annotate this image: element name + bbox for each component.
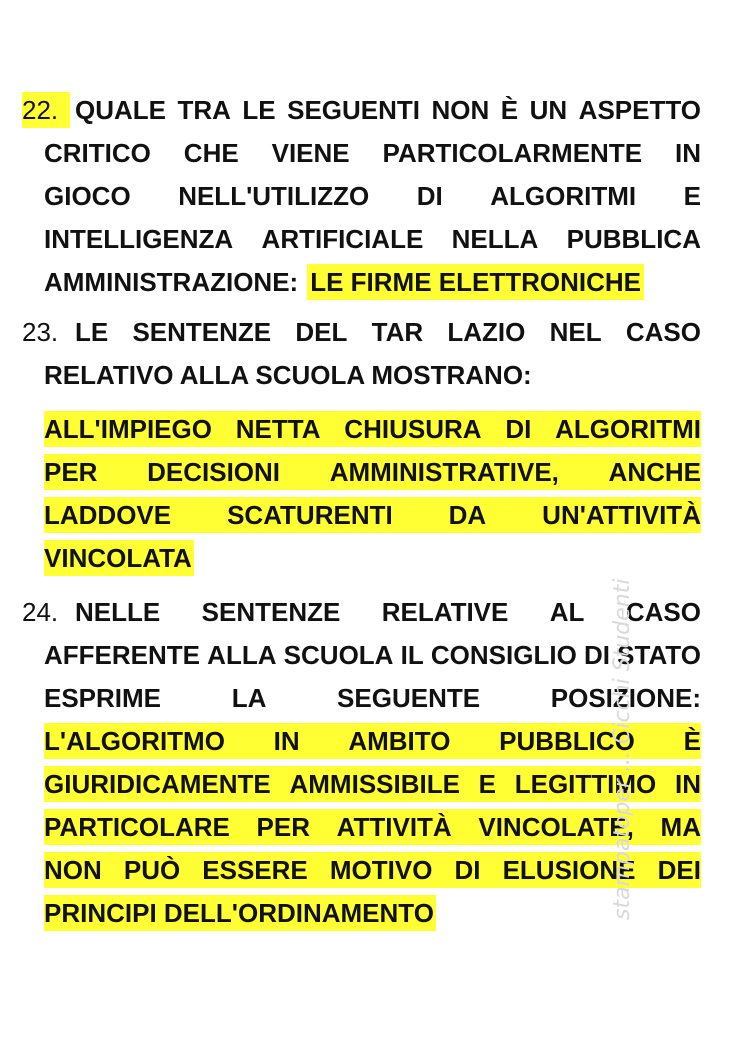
answer-line <box>44 454 701 490</box>
word: LE <box>75 317 109 347</box>
word: QUALE <box>75 95 166 125</box>
question-line <box>75 314 701 350</box>
word: DI <box>454 855 481 885</box>
word: DA <box>448 500 487 530</box>
answer-line <box>44 895 436 931</box>
word: MOTIVO <box>329 855 433 885</box>
word: POSIZIONE: <box>550 683 701 713</box>
word: TAR <box>371 317 424 347</box>
answer-line <box>44 766 701 802</box>
word: GIURIDICAMENTE <box>44 769 271 799</box>
word: CHE <box>183 138 239 168</box>
answer-line <box>44 809 701 845</box>
word: IL <box>400 640 424 670</box>
word: IN <box>273 726 300 756</box>
word: E <box>478 769 497 799</box>
word: AMBITO <box>348 726 451 756</box>
question-number: 22. <box>22 92 70 128</box>
word: INTELLIGENZA <box>44 224 234 254</box>
word: PARTICOLARMENTE <box>382 138 643 168</box>
word: NON <box>44 855 102 885</box>
word: PARTICOLARE <box>44 812 230 842</box>
word: E <box>683 181 701 211</box>
question-text-end: AMMINISTRAZIONE: <box>44 267 299 297</box>
answer-line <box>44 411 701 447</box>
word: L'ALGORITMO <box>44 726 225 756</box>
word: CRITICO <box>44 138 151 168</box>
answer-highlight: LE FIRME ELETTRONICHE <box>307 264 644 300</box>
word: PER <box>44 457 98 487</box>
word: GIOCO <box>44 181 131 211</box>
question-line <box>44 221 701 257</box>
answer-end: PRINCIPI DELL'ORDINAMENTO <box>44 898 434 928</box>
question-line <box>44 357 701 393</box>
word: È <box>683 726 701 756</box>
word: NELL'UTILIZZO <box>178 181 370 211</box>
word: CASO <box>625 597 701 627</box>
word: DECISIONI <box>147 457 281 487</box>
word: IN <box>674 138 701 168</box>
word: ALGORITMI <box>490 181 637 211</box>
word: AL <box>549 597 585 627</box>
answer-line <box>44 852 701 888</box>
word: ASPETTO <box>578 95 701 125</box>
word: PUÒ <box>123 855 181 885</box>
word: MA <box>660 812 701 842</box>
word: ALLA <box>207 640 277 670</box>
word: NELLE <box>75 597 161 627</box>
word: ALGORITMI <box>555 414 701 444</box>
word: È <box>500 95 519 125</box>
question-line <box>44 637 701 673</box>
word: NETTA <box>235 414 321 444</box>
word: SEGUENTE <box>337 683 481 713</box>
answer-line <box>44 540 194 576</box>
question-number: 24. <box>22 597 59 627</box>
question-line <box>44 264 701 300</box>
question-line <box>75 594 701 630</box>
word: SEGUENTI <box>287 95 421 125</box>
question-line <box>44 135 701 171</box>
word: ATTIVITÀ <box>336 812 452 842</box>
word: DI <box>505 414 532 444</box>
word: RELATIVE <box>381 597 509 627</box>
word: ESSERE <box>202 855 308 885</box>
word: SENTENZE <box>201 597 341 627</box>
word: CONSIGLIO <box>430 640 577 670</box>
answer-line <box>44 723 701 759</box>
word: CHIUSURA <box>344 414 482 444</box>
word: NELLA <box>451 224 539 254</box>
word: ALL'IMPIEGO <box>44 414 212 444</box>
word: UN <box>529 95 568 125</box>
word: SENTENZE <box>132 317 272 347</box>
word: LADDOVE <box>44 500 172 530</box>
word: ANCHE <box>608 457 701 487</box>
word: AMMINISTRATIVE, <box>329 457 559 487</box>
word: PUBBLICO <box>499 726 635 756</box>
question-line <box>44 680 701 716</box>
word: AMMISSIBILE <box>289 769 460 799</box>
word: DI <box>416 181 443 211</box>
word: LAZIO <box>447 317 526 347</box>
word: VIENE <box>271 138 350 168</box>
word: DEL <box>295 317 348 347</box>
word: TRA <box>177 95 231 125</box>
word: CASO <box>625 317 701 347</box>
word: PER <box>256 812 310 842</box>
word: VINCOLATE, <box>478 812 634 842</box>
word: UN'ATTIVITÀ <box>542 500 701 530</box>
word: NON <box>431 95 490 125</box>
word: NEL <box>549 317 602 347</box>
question-line <box>75 92 701 128</box>
word: LA <box>231 683 267 713</box>
word: DI <box>583 640 610 670</box>
word: AFFERENTE <box>44 640 200 670</box>
question-text-end: RELATIVO ALLA SCUOLA MOSTRANO: <box>44 360 532 390</box>
watermark: stampatoper ... Cicchi Studenti <box>610 578 635 920</box>
word: IN <box>675 769 701 799</box>
word: PUBBLICA <box>566 224 701 254</box>
word: STATO <box>617 640 701 670</box>
question-line <box>44 178 701 214</box>
word: ARTIFICIALE <box>261 224 424 254</box>
answer-end: VINCOLATA <box>44 543 192 573</box>
answer-line <box>44 497 701 533</box>
word: ELUSIONE <box>502 855 636 885</box>
question-number: 23. <box>22 317 59 347</box>
word: LE <box>242 95 276 125</box>
word: SCUOLA <box>283 640 394 670</box>
word: ESPRIME <box>44 683 162 713</box>
word: SCATURENTI <box>227 500 393 530</box>
word: LEGITTIMO <box>514 769 657 799</box>
word: DEI <box>657 855 701 885</box>
